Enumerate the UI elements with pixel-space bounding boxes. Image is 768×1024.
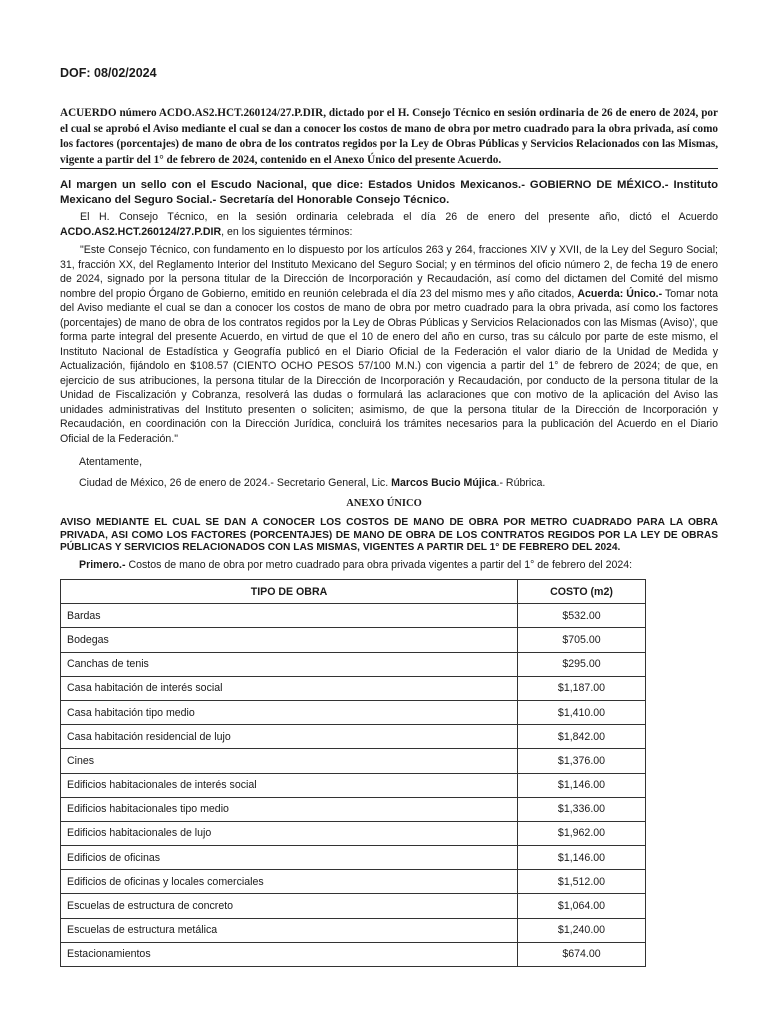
table-row — [61, 773, 646, 797]
table-row — [61, 700, 646, 724]
consejo-text-pre: "Este Consejo Técnico, con fundamento en lo dispuesto por los artículos 263 y 264, fracciones XIV y XVII, de la Ley del Seguro Social; 31, fracción XX, del Reglamento Interior del Instituto Mexicano del Seguro Social; y en términos del oficio número 2, de fecha 19 de enero de 2024, signado por la persona titular de la Dirección de Incorporación y Recaudación, así como del dictamen del Comité del mismo nombre del propio Órgano de Gobierno, emitido en reunión celebrada el día 23 del mismo mes y año citados, — [60, 244, 718, 300]
tipo-cell: Edificios habitacionales de interés social — [61, 773, 518, 797]
table-row — [61, 821, 646, 845]
costo-cell: $1,146.00 — [518, 846, 646, 870]
intro-text-pre: El H. Consejo Técnico, en la sesión ordinaria celebrada el día 26 de enero del presente año, dictó el Acuerdo — [80, 211, 718, 223]
anexo-title: ANEXO ÚNICO — [346, 498, 422, 509]
tipo-cell: Edificios habitacionales de lujo — [61, 821, 518, 845]
signature-post: .- Rúbrica. — [496, 477, 546, 489]
table-row — [61, 652, 646, 676]
primero-text: Costos de mano de obra por metro cuadrado para obra privada vigentes a partir del 1° de febrero del 2024: — [125, 559, 633, 571]
table-row — [61, 628, 646, 652]
tipo-cell: Estacionamientos — [61, 942, 518, 966]
title-divider — [60, 168, 718, 169]
table-row — [61, 870, 646, 894]
costo-cell: $705.00 — [518, 628, 646, 652]
signature-line — [79, 476, 545, 491]
tipo-cell: Escuelas de estructura metálica — [61, 918, 518, 942]
table-row — [61, 676, 646, 700]
tipo-cell: Bardas — [61, 604, 518, 628]
table-header-row — [61, 580, 646, 604]
intro-text-post: , en los siguientes términos: — [221, 225, 353, 238]
costo-cell: $1,187.00 — [518, 676, 646, 700]
margin-seal-note: Al margen un sello con el Escudo Nacional, que dice: Estados Unidos Mexicanos.- GOBIERNO DE MÉXICO.- Instituto Mexicano del Seguro Social.- Secretaría del Honorable Consejo Técnico. — [60, 179, 718, 206]
primero-label: Primero.- — [79, 559, 126, 571]
table-row — [61, 918, 646, 942]
table-row — [61, 749, 646, 773]
tipo-cell: Bodegas — [61, 628, 518, 652]
acuerdo-title: ACUERDO número ACDO.AS2.HCT.260124/27.P.DIR, dictado por el H. Consejo Técnico en sesión ordinaria de 26 de enero de 2024, por el cual se aprobó el Aviso mediante el cual se dan a conocer los costos de mano de obra por metro cuadrado para la obra privada, así como los factores (porcentajes) de mano de obra de los contratos regidos por la Ley de Obras Públicas y Servicios Relacionados con las Mismas, vigente a partir del 1° de febrero de 2024, contenido en el Anexo Único del presente Acuerdo. — [60, 107, 718, 166]
costs-table — [60, 579, 646, 967]
costo-cell: $1,512.00 — [518, 870, 646, 894]
costo-cell: $674.00 — [518, 942, 646, 966]
table-row — [61, 894, 646, 918]
tipo-cell: Edificios habitacionales tipo medio — [61, 797, 518, 821]
tipo-cell: Casa habitación de interés social — [61, 676, 518, 700]
costo-cell: $1,336.00 — [518, 797, 646, 821]
dof-date: DOF: 08/02/2024 — [60, 66, 157, 80]
table-row — [61, 942, 646, 966]
tipo-cell: Canchas de tenis — [61, 652, 518, 676]
intro-paragraph — [60, 210, 718, 239]
atentamente: Atentamente, — [79, 456, 143, 468]
tipo-cell: Casa habitación residencial de lujo — [61, 725, 518, 749]
table-row — [61, 604, 646, 628]
tipo-cell: Edificios de oficinas — [61, 846, 518, 870]
costo-cell: $1,376.00 — [518, 749, 646, 773]
tipo-cell: Edificios de oficinas y locales comerciales — [61, 870, 518, 894]
costo-cell: $295.00 — [518, 652, 646, 676]
tipo-cell: Escuelas de estructura de concreto — [61, 894, 518, 918]
header-tipo-de-obra: TIPO DE OBRA — [61, 580, 518, 604]
primero-paragraph — [79, 559, 632, 571]
table-row — [61, 725, 646, 749]
table-row — [61, 846, 646, 870]
consejo-paragraph — [60, 243, 718, 446]
costo-cell: $1,064.00 — [518, 894, 646, 918]
header-costo: COSTO (m2) — [518, 580, 646, 604]
costo-cell: $1,410.00 — [518, 700, 646, 724]
signature-pre: Ciudad de México, 26 de enero de 2024.- Secretario General, Lic. — [79, 477, 392, 489]
tipo-cell: Cines — [61, 749, 518, 773]
costo-cell: $1,842.00 — [518, 725, 646, 749]
costo-cell: $1,146.00 — [518, 773, 646, 797]
consejo-text-post: Tomar nota del Aviso mediante el cual se dan a conocer los costos de mano de obra por metro cuadrado para la obra privada, así como los factores (porcentajes) de mano de obra de los contratos regidos por la Ley de Obras Públicas y Servicios Relacionados con las Mismas (Aviso)', que forma parte integral del presente Acuerdo, en virtud de que el 10 de enero del año en curso, tras su cálculo por parte de este mismo, el Instituto Nacional de Estadística y Geografía publicó en el Diario Oficial de la Federación el valor diario de la Unidad de Medida y Actualización, fijándolo en $108.57 (CIENTO OCHO PESOS 57/100 M.N.) con vigencia a partir del 1° de febrero de 2024; de que, en ejercicio de sus atribuciones, la persona titular de la Dirección de Incorporación y Recaudación, por conducto de la persona titular de la Unidad de Fiscalización y Cobranza, resolverá las dudas o formulará las aclaraciones que con motivo de la aplicación del Aviso las unidades administrativas del Instituto presenten o soliciten; asimismo, de que la persona titular de la Dirección de Incorporación y Recaudación, en coordinación con la Dirección Jurídica, concluirá los trámites necesarios para la publicación del Acuerdo en el Diario Oficial de la Federación." — [60, 287, 718, 445]
table-row — [61, 797, 646, 821]
consejo-acuerda: Acuerda: Único.- — [577, 287, 663, 300]
costo-cell: $1,962.00 — [518, 821, 646, 845]
intro-acuerdo-number: ACDO.AS2.HCT.260124/27.P.DIR — [60, 225, 222, 238]
aviso-heading: AVISO MEDIANTE EL CUAL SE DAN A CONOCER LOS COSTOS DE MANO DE OBRA POR METRO CUADRADO PARA LA OBRA PRIVADA, ASI COMO LOS FACTORES (PORCENTAJES) DE MANO DE OBRA DE LOS CONTRATOS REGIDOS POR LA LEY DE OBRAS PÚBLICAS Y SERVICIOS RELACIONADOS CON LAS MISMAS, VIGENTES A PARTIR DEL 1° DE FEBRERO DEL 2024. — [60, 517, 718, 553]
costo-cell: $532.00 — [518, 604, 646, 628]
signatory-name: Marcos Bucio Mújica — [391, 477, 497, 489]
costo-cell: $1,240.00 — [518, 918, 646, 942]
tipo-cell: Casa habitación tipo medio — [61, 700, 518, 724]
